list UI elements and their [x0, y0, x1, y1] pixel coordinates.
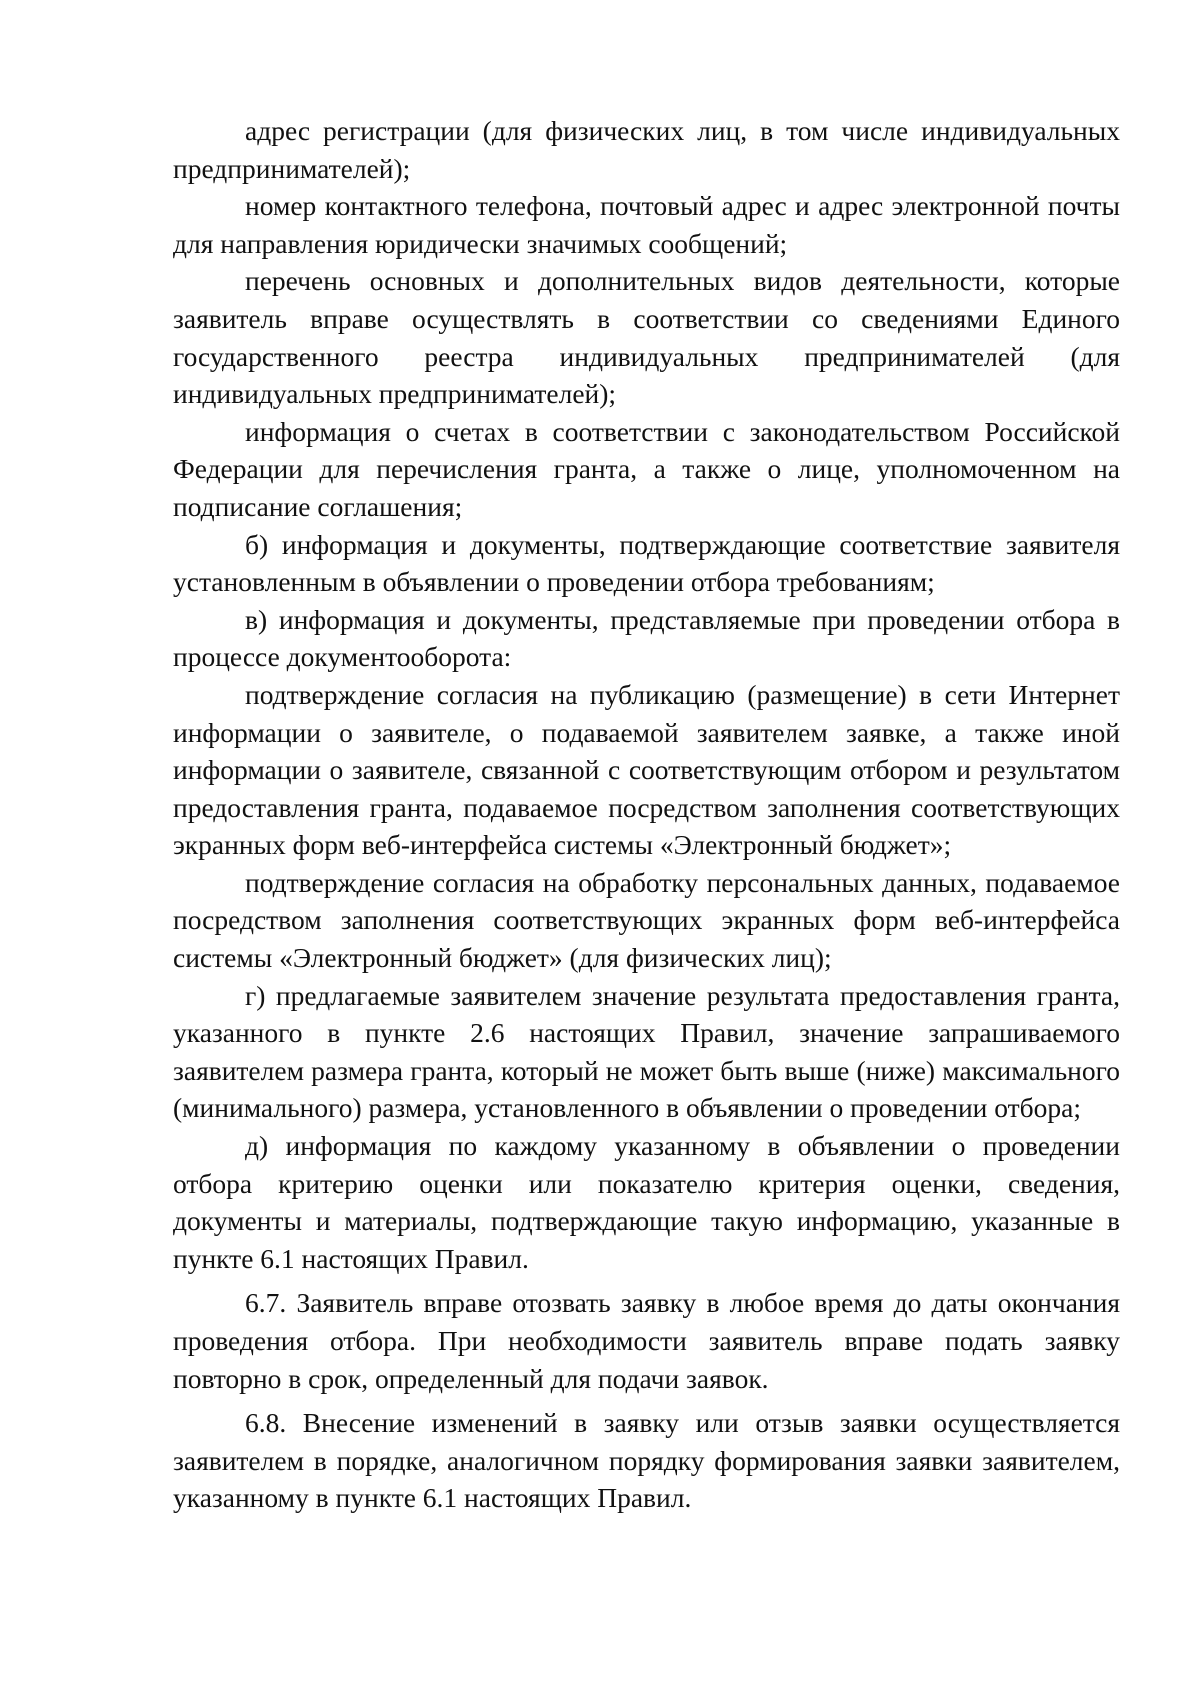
paragraph-activity-types: перечень основных и дополнительных видов деятельности, которые заявитель вправе осуществлять в соответствии со сведениями Единого государственного реестра индивидуальных предпринимателей (для индивидуальных предпринимателей);	[173, 265, 1120, 410]
paragraph-publication-consent: подтверждение согласия на публикацию (размещение) в сети Интернет информации о заявителе, о подаваемой заявителем заявке, а также иной информации о заявителе, связанной с соответствующим отбором и результатом предоставления гранта, подаваемое посредством заполнения соответствующих экранных форм веб-интерфейса системы «Электронный бюджет»;	[173, 678, 1120, 861]
paragraph-6-7: 6.7. Заявитель вправе отозвать заявку в любое время до даты окончания проведения отбора. При необходимости заявитель вправе подать заявку повторно в срок, определенный для подачи заявок.	[173, 1287, 1120, 1394]
document-body	[173, 112, 1120, 1517]
paragraph-item-v: в) информация и документы, представляемые при проведении отбора в процессе документооборота:	[173, 603, 1120, 673]
paragraph-registration-address: адрес регистрации (для физических лиц, в том числе индивидуальных предпринимателей);	[173, 115, 1120, 184]
paragraph-item-d: д) информация по каждому указанному в объявлении о проведении отбора критерию оценки или показателю критерия оценки, сведения, документы и материалы, подтверждающие такую информацию, указанные в пункте 6.1 настоящих Правил.	[173, 1130, 1120, 1274]
paragraph-contact-info: номер контактного телефона, почтовый адрес и адрес электронной почты для направления юридически значимых сообщений;	[173, 190, 1120, 259]
paragraph-personal-data-consent: подтверждение согласия на обработку персональных данных, подаваемое посредством заполнения соответствующих экранных форм веб-интерфейса системы «Электронный бюджет» (для физических лиц);	[173, 866, 1120, 974]
paragraph-6-8: 6.8. Внесение изменений в заявку или отзыв заявки осуществляется заявителем в порядке, аналогичном порядку формирования заявки заявителем, указанному в пункте 6.1 настоящих Правил.	[173, 1407, 1120, 1514]
paragraph-bank-accounts: информация о счетах в соответствии с законодательством Российской Федерации для перечисления гранта, а также о лице, уполномоченном на подписание соглашения;	[173, 415, 1120, 522]
paragraph-item-g: г) предлагаемые заявителем значение результата предоставления гранта, указанного в пункте 2.6 настоящих Правил, значение запрашиваемого заявителем размера гранта, который не может быть выше (ниже) максимального (минимального) размера, установленного в объявлении о проведении отбора;	[173, 979, 1120, 1124]
paragraph-item-b: б) информация и документы, подтверждающие соответствие заявителя установленным в объявлении о проведении отбора требованиям;	[173, 528, 1120, 598]
